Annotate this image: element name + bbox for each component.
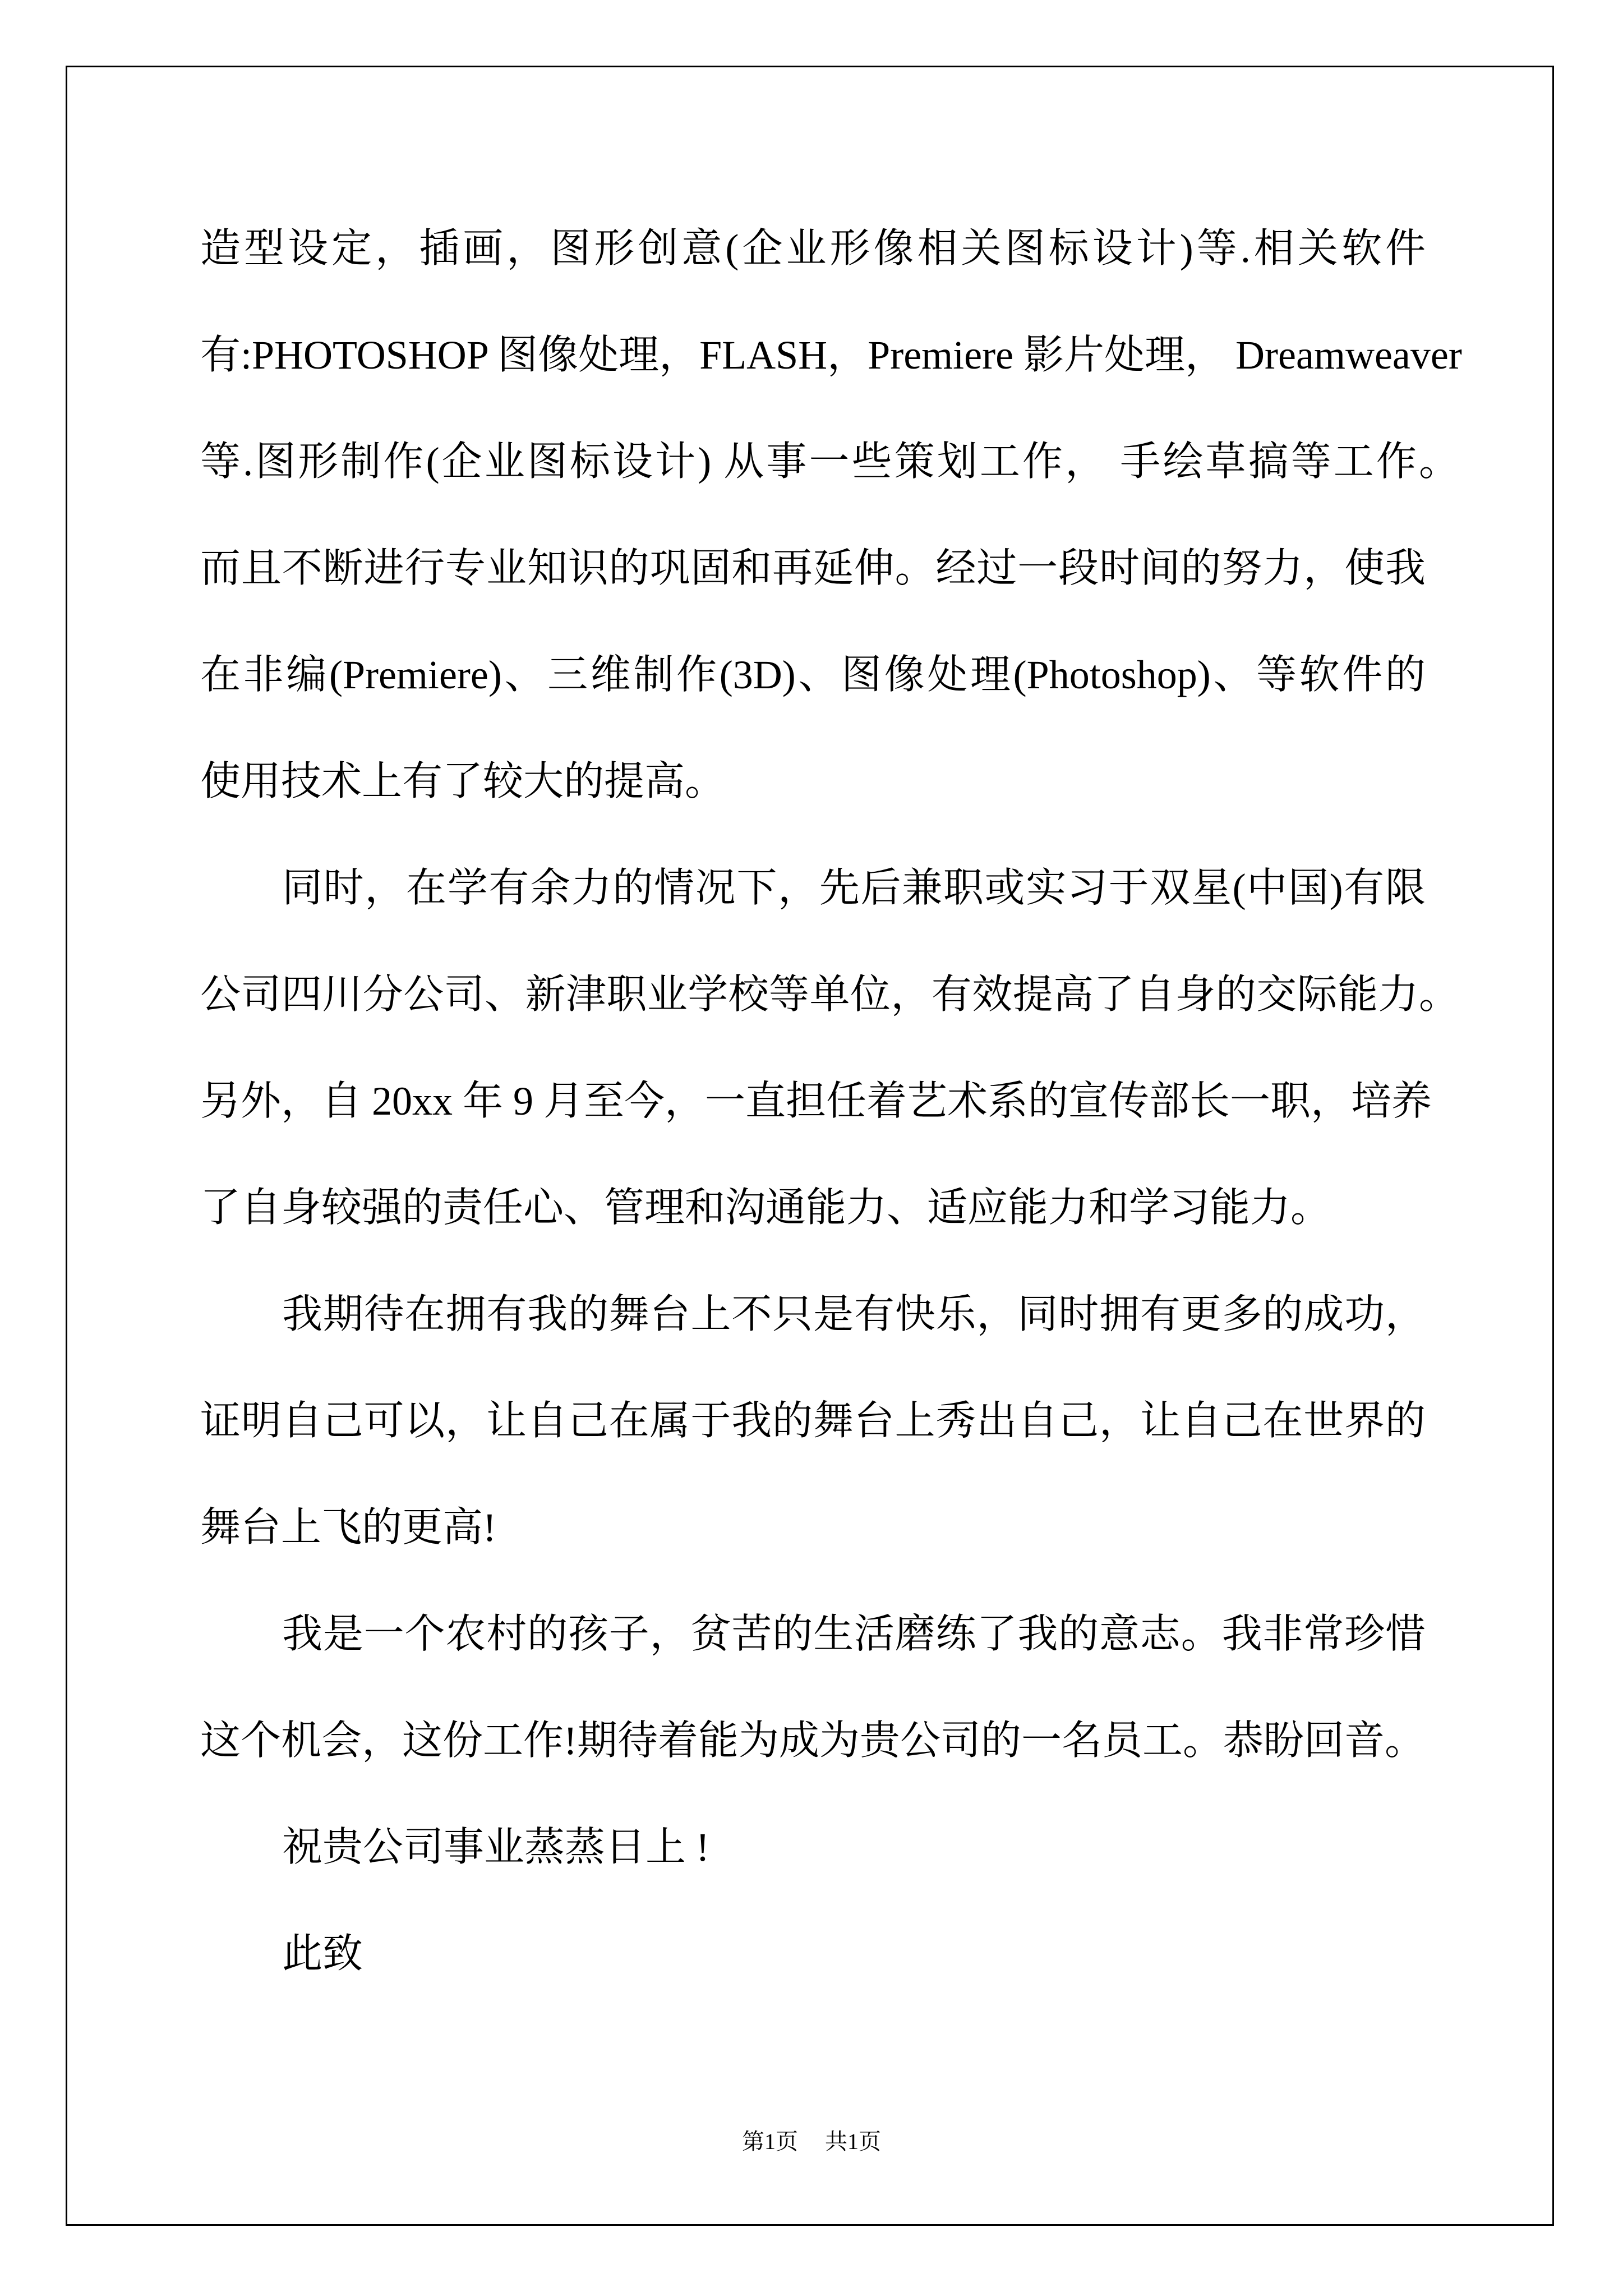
text-line: 我期待在拥有我的舞台上不只是有快乐，同时拥有更多的成功， — [282, 1292, 1426, 1337]
text-line: 公司四川分公司、新津职业学校等单位，有效提高了自身的交际能力。 — [200, 972, 1459, 1017]
text-line: 同时，在学有余力的情况下，先后兼职或实习于双星(中国)有限 — [282, 866, 1426, 910]
text-line: 在非编(Premiere)、三维制作(3D)、图像处理(Photoshop)、等软件的 — [200, 652, 1426, 697]
page-total: 共1页 — [825, 2129, 881, 2154]
text-line: 另外，自 20xx 年 9 月至今，一直担任着艺术系的宣传部长一职，培养 — [200, 1079, 1432, 1124]
text-line: 等.图形制作(企业图标设计) 从事一些策划工作， 手绘草搞等工作。 — [200, 439, 1459, 484]
text-line: 此致 — [282, 1931, 363, 1976]
text-line: 而且不断进行专业知识的巩固和再延伸。经过一段时间的努力，使我 — [200, 546, 1426, 591]
paragraph — [200, 835, 1468, 1261]
text-line: 舞台上飞的更高! — [200, 1505, 496, 1550]
text-line: 祝贵公司事业蒸蒸日上 ! — [282, 1825, 709, 1870]
text-line: 有:PHOTOSHOP 图像处理，FLASH，Premiere 影片处理， Dreamweaver — [200, 333, 1462, 378]
closing-wish — [200, 1794, 1468, 1901]
document-body — [200, 195, 1468, 2007]
text-line: 我是一个农村的孩子，贫苦的生活磨练了我的意志。我非常珍惜 — [282, 1612, 1426, 1657]
closing-salutation — [200, 1901, 1468, 2007]
paragraph — [200, 195, 1468, 835]
text-line: 使用技术上有了较大的提高。 — [200, 759, 726, 804]
paragraph — [200, 1581, 1468, 1794]
paragraph — [200, 1261, 1468, 1581]
text-line: 了自身较强的责任心、管理和沟通能力、适应能力和学习能力。 — [200, 1185, 1331, 1230]
page-number: 第1页 — [742, 2129, 798, 2154]
text-line: 这个机会，这份工作!期待着能为成为贵公司的一名员工。恭盼回音。 — [200, 1718, 1425, 1763]
text-line: 证明自己可以，让自己在属于我的舞台上秀出自己，让自己在世界的 — [200, 1398, 1426, 1443]
page-footer — [0, 2126, 1623, 2157]
text-line: 造型设定，插画，图形创意(企业形像相关图标设计)等.相关软件 — [200, 226, 1426, 271]
